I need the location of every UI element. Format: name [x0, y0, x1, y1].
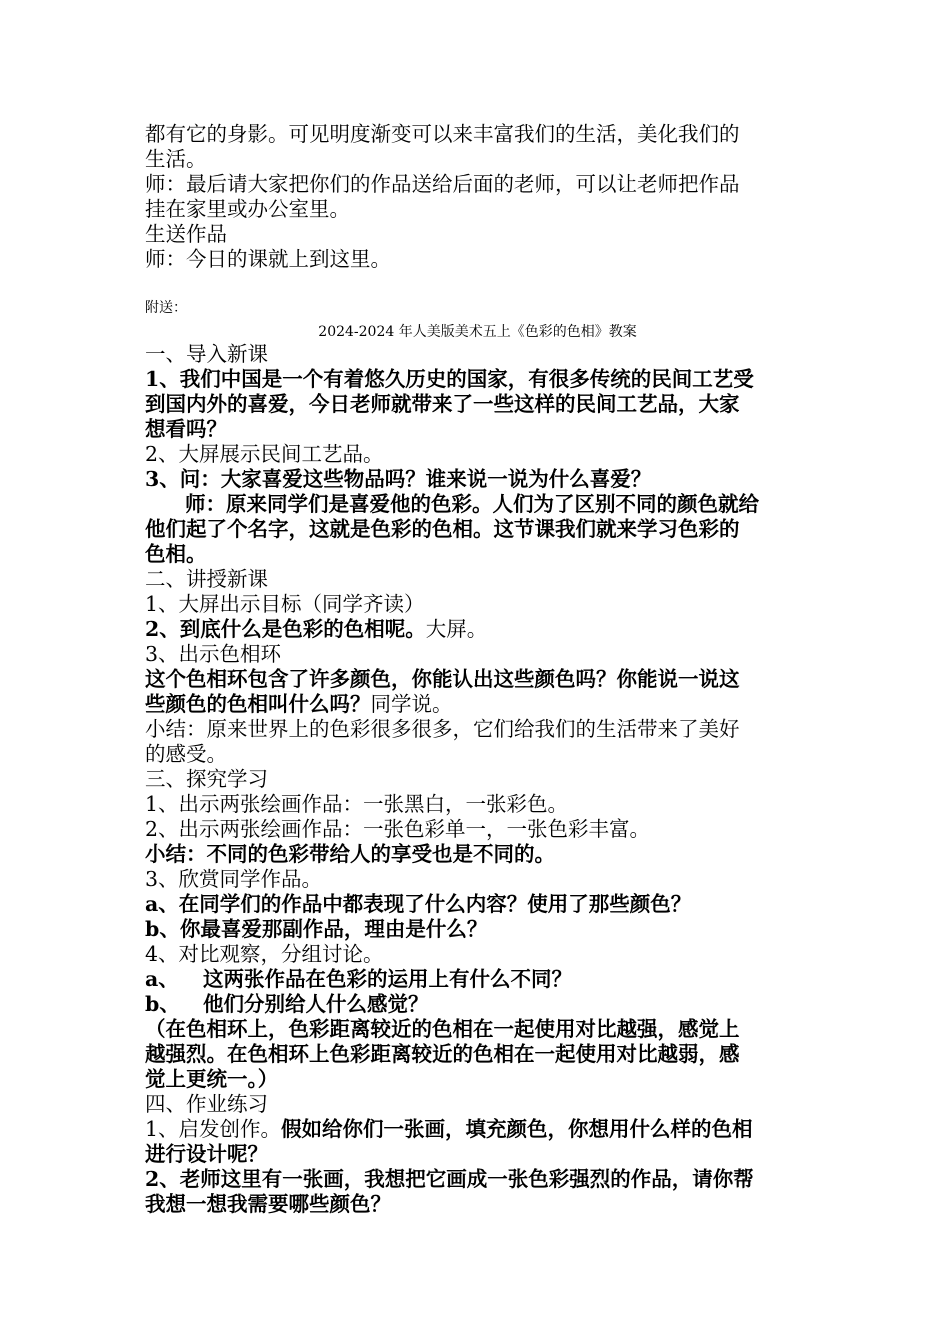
text-line: 2、出示两张绘画作品：一张色彩单一，一张色彩丰富。	[145, 817, 651, 841]
text-line: 3、出示色相环	[145, 642, 282, 666]
text-line: 3、欣赏同学作品。	[145, 867, 323, 891]
text-line	[145, 692, 810, 717]
text-line: 2、老师这里有一张画，我想把它画成一张色彩强烈的作品，请你帮	[145, 1167, 754, 1191]
text-line: 师：原来同学们是喜爱他的色彩。人们为了区别不同的颜色就给	[185, 492, 759, 516]
text-line: 生活。	[145, 147, 207, 171]
text-span: 大屏。	[425, 617, 488, 641]
text-line: 觉上更统一。）	[145, 1067, 279, 1091]
text-span: 1、启发创作。	[145, 1117, 282, 1141]
text-line: 我想一想我需要哪些颜色？	[145, 1192, 391, 1216]
section-heading: 二、讲授新课	[145, 567, 268, 591]
document-page	[145, 122, 810, 1217]
text-span: 这两张作品在色彩的运用上有什么不同？	[203, 967, 572, 991]
text-line: 挂在家里或办公室里。	[145, 197, 350, 221]
text-line: 1、出示两张绘画作品：一张黑白，一张彩色。	[145, 792, 569, 816]
text-line: 师：最后请大家把你们的作品送给后面的老师，可以让老师把作品	[145, 172, 740, 196]
spacer	[145, 272, 810, 298]
text-line: 2、大屏展示民间工艺品。	[145, 442, 384, 466]
list-marker: a、	[145, 967, 179, 991]
text-line: 想看吗？	[145, 417, 227, 441]
section-heading: 三、探究学习	[145, 767, 268, 791]
text-line: 4、对比观察，分组讨论。	[145, 942, 384, 966]
text-line: 1、大屏出示目标（同学齐读）	[145, 592, 425, 616]
text-line: 小结：原来世界上的色彩很多很多，它们给我们的生活带来了美好	[145, 717, 740, 741]
text-line	[145, 617, 810, 642]
list-marker: b、	[145, 992, 180, 1016]
section-heading: 一、导入新课	[145, 342, 268, 366]
text-line: 的感受。	[145, 742, 227, 766]
text-line: 1、我们中国是一个有着悠久历史的国家，有很多传统的民间工艺受	[145, 367, 754, 391]
text-line: 色相。	[145, 542, 207, 566]
text-line: 越强烈。在色相环上色彩距离较近的色相在一起使用对比越弱，感	[145, 1042, 740, 1066]
text-line: 到国内外的喜爱，今日老师就带来了一些这样的民间工艺品，大家	[145, 392, 740, 416]
text-line	[145, 992, 810, 1017]
text-line: 师：今日的课就上到这里。	[145, 247, 391, 271]
text-span: 2、到底什么是色彩的色相呢。	[145, 617, 426, 641]
text-line: 都有它的身影。可见明度渐变可以来丰富我们的生活，美化我们的	[145, 122, 740, 146]
text-line: 生送作品	[145, 222, 227, 246]
text-span: 些颜色的色相叫什么吗？	[145, 692, 371, 716]
text-line: 小结：不同的色彩带给人的享受也是不同的。	[145, 842, 555, 866]
text-span: 同学说。	[370, 692, 453, 716]
document-title: 2024-2024 年人美版美术五上《色彩的色相》教案	[318, 324, 637, 340]
text-line	[145, 1117, 810, 1142]
text-line: 这个色相环包含了许多颜色，你能认出这些颜色吗？你能说一说这	[145, 667, 740, 691]
text-line: a、在同学们的作品中都表现了什么内容？使用了那些颜色？	[145, 892, 692, 916]
text-line: b、你最喜爱那副作品，理由是什么？	[145, 917, 488, 941]
text-line: （在色相环上，色彩距离较近的色相在一起使用对比越强，感觉上	[145, 1017, 740, 1041]
text-line: 3、问：大家喜爱这些物品吗？谁来说一说为什么喜爱？	[145, 467, 652, 491]
text-span: 假如给你们一张画，填充颜色，你想用什么样的色相	[281, 1117, 753, 1141]
text-line: 进行设计呢？	[145, 1142, 268, 1166]
section-heading: 四、作业练习	[145, 1092, 268, 1116]
attachment-label: 附送：	[145, 300, 187, 316]
text-span: 他们分别给人什么感觉？	[203, 992, 429, 1016]
text-line: 他们起了个名字，这就是色彩的色相。这节课我们就来学习色彩的	[145, 517, 740, 541]
text-line	[145, 967, 810, 992]
